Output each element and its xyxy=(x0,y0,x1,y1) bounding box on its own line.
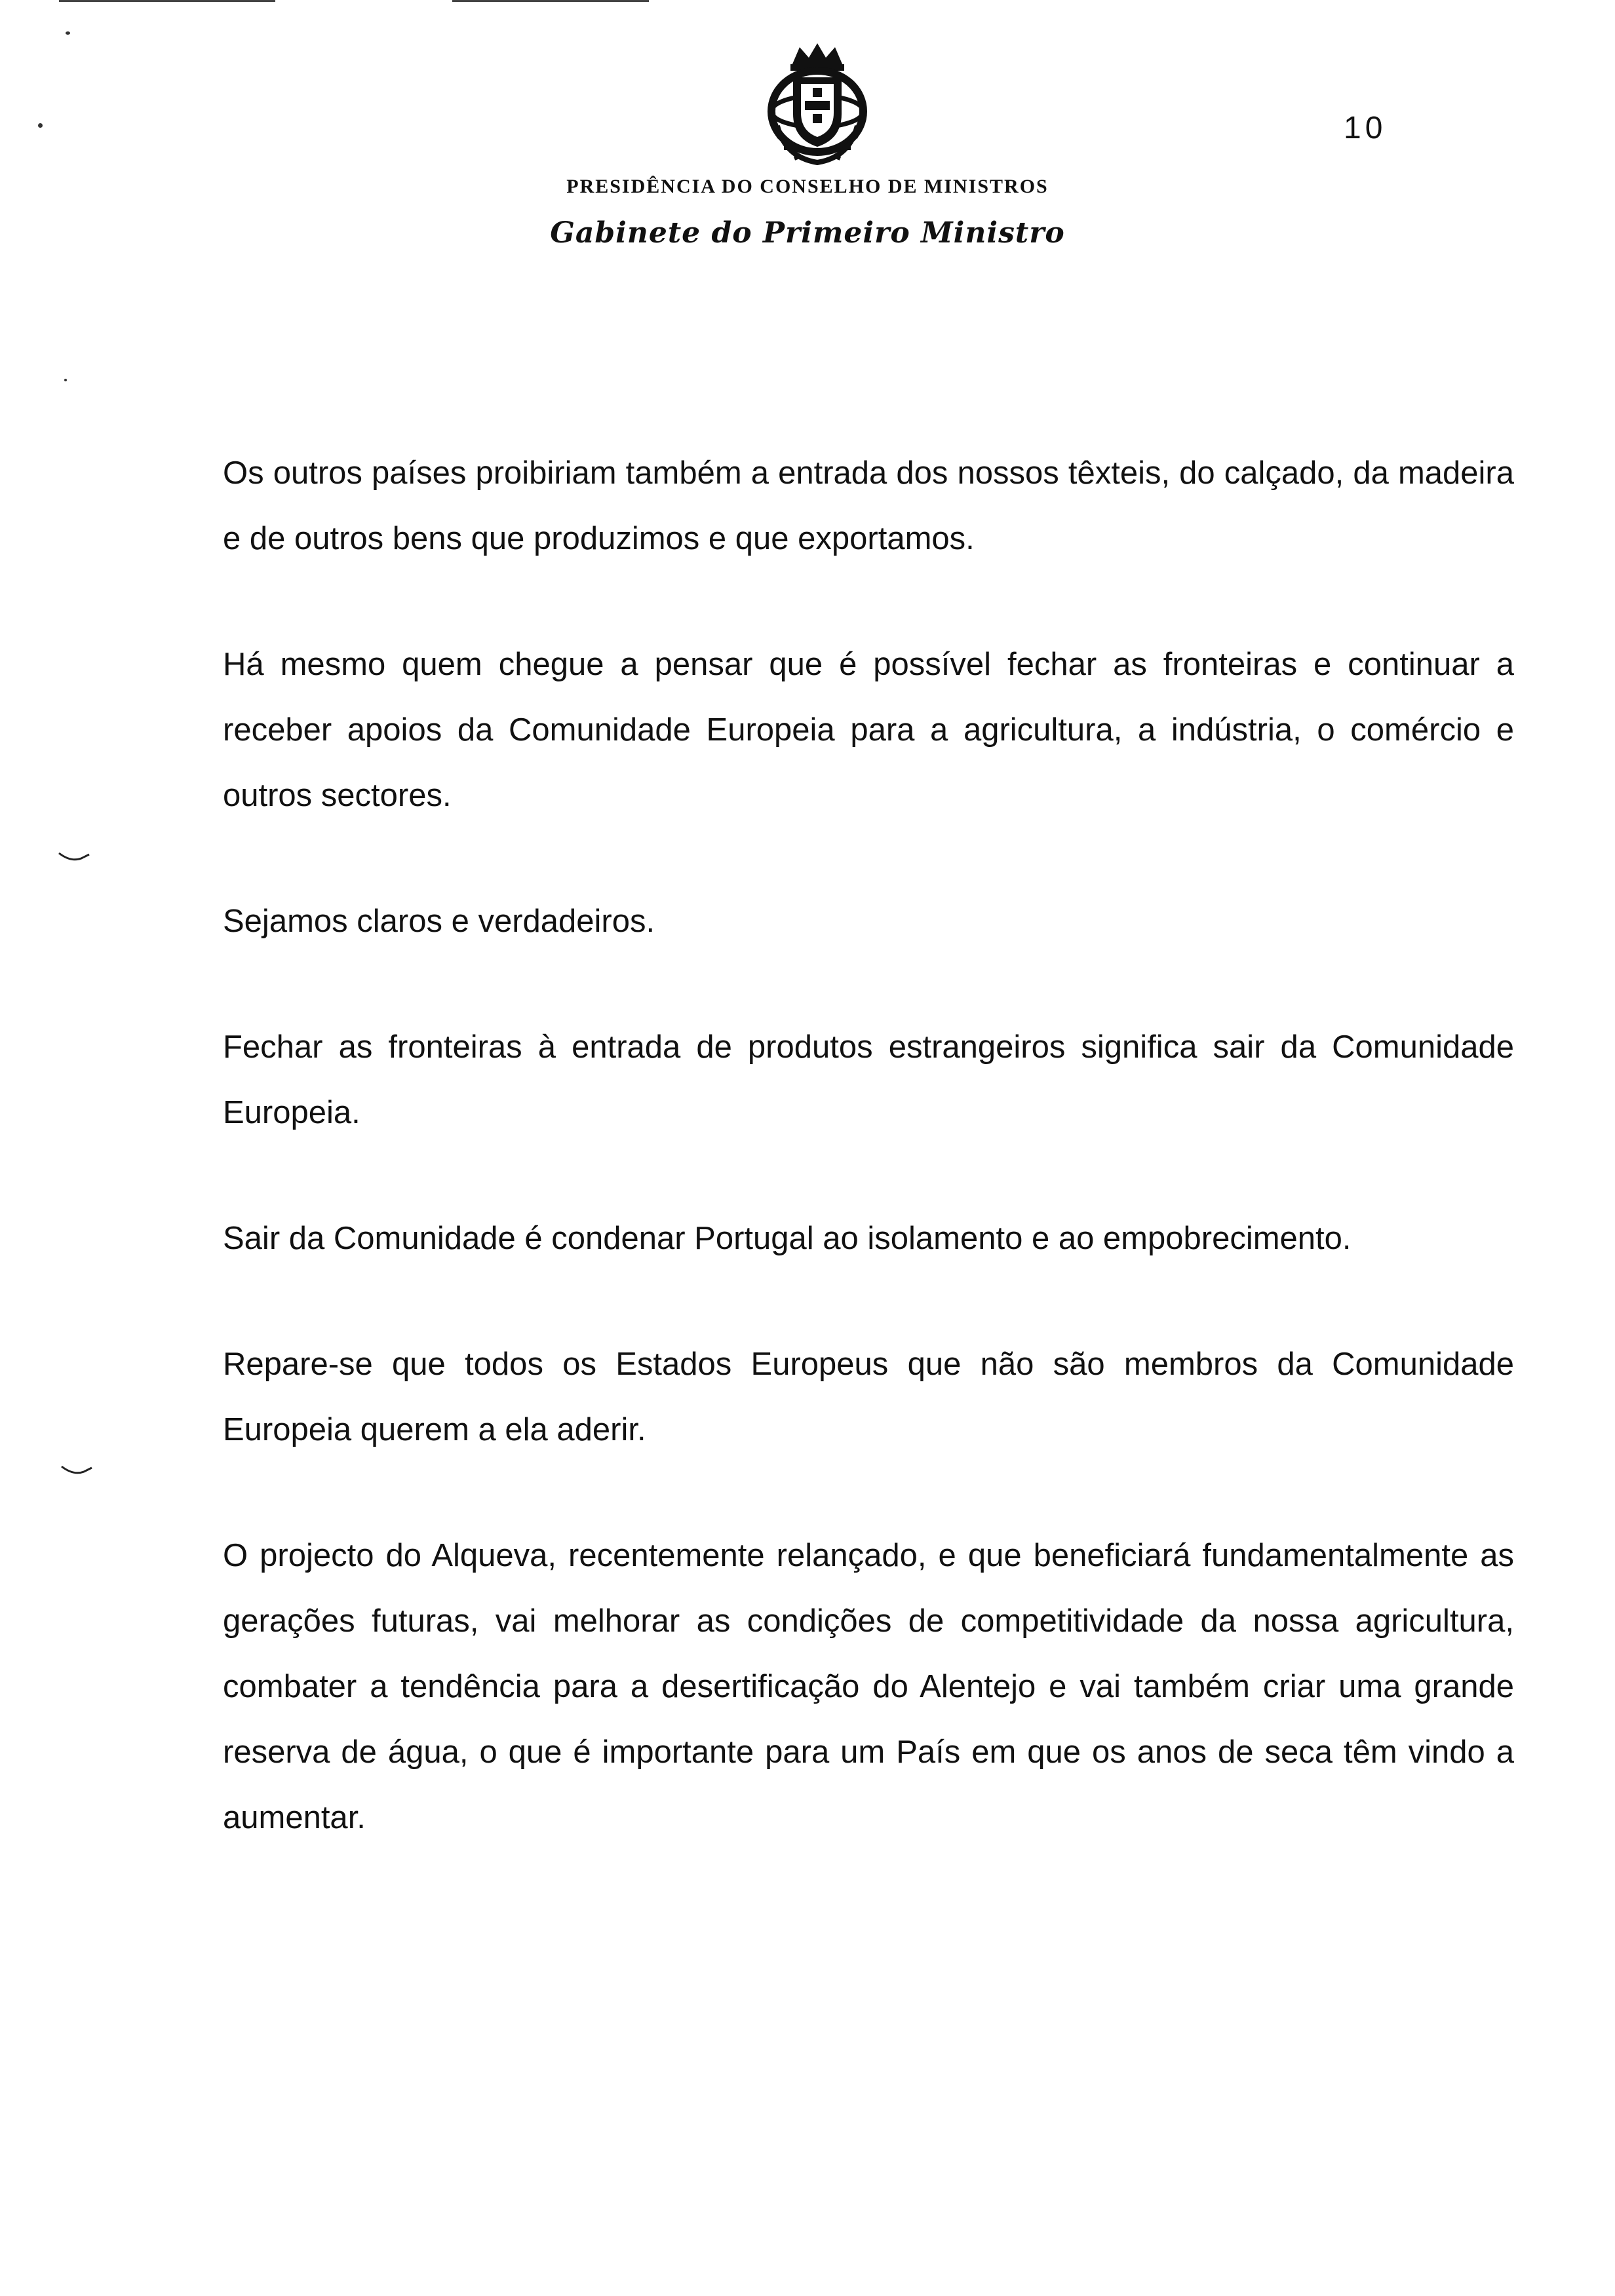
paragraph: Fechar as fronteiras à entrada de produtos estrangeiros significa sair da Comunidade Europeia. xyxy=(223,1029,1514,1130)
paragraph: Sejamos claros e verdadeiros. xyxy=(223,904,655,939)
scan-speck xyxy=(66,31,70,35)
document-body xyxy=(223,440,1514,1911)
institution-header: PRESIDÊNCIA DO CONSELHO DE MINISTROS xyxy=(566,176,1049,197)
margin-tick-mark xyxy=(58,852,90,864)
page-number: 10 xyxy=(1344,111,1387,145)
margin-tick-mark xyxy=(60,1465,93,1477)
portuguese-coat-of-arms-icon xyxy=(766,41,869,168)
scan-speck xyxy=(38,123,43,128)
scan-speck xyxy=(64,379,67,381)
paragraph: Repare-se que todos os Estados Europeus que não são membros da Comunidade Europeia querem a ela aderir. xyxy=(223,1347,1514,1447)
paragraph: O projecto do Alqueva, recentemente relançado, e que beneficiará fundamentalmente as gerações futuras, vai melhorar as condições de competitividade da nossa agricultura, combater a tendência para a desertificação do Alentejo e vai também criar uma grande reserva de água, o que é importante para um País em que os anos de seca têm vindo a aumentar. xyxy=(223,1538,1514,1835)
scan-border-line xyxy=(452,0,649,2)
paragraph: Sair da Comunidade é condenar Portugal ao isolamento e ao empobrecimento. xyxy=(223,1221,1352,1256)
scan-border-line xyxy=(59,0,275,2)
paragraph: Há mesmo quem chegue a pensar que é possível fechar as fronteiras e continuar a receber apoios da Comunidade Europeia para a agricultura, a indústria, o comércio e outros sectores. xyxy=(223,647,1514,813)
office-subtitle: Gabinete do Primeiro Ministro xyxy=(550,216,1065,250)
paragraph: Os outros países proibiriam também a entrada dos nossos têxteis, do calçado, da madeira e de outros bens que produzimos e que exportamos. xyxy=(223,455,1514,556)
